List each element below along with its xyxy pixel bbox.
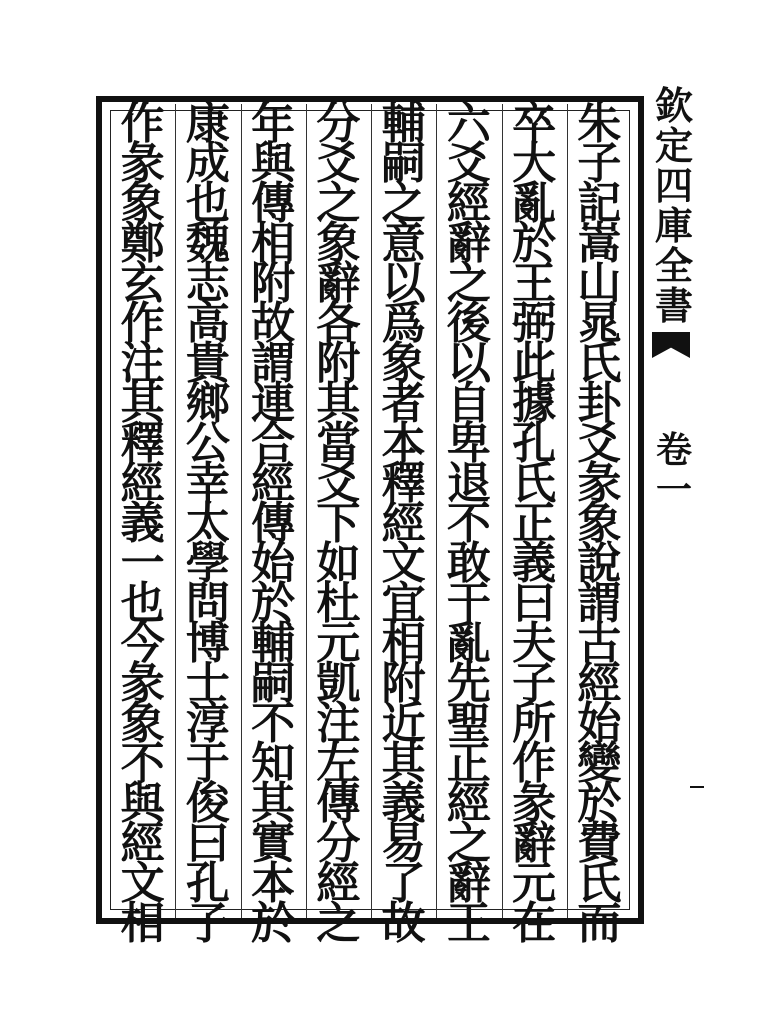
character: 知	[251, 738, 296, 789]
column-rule	[371, 104, 372, 918]
character: 弼	[512, 298, 557, 349]
character: 其	[316, 378, 361, 429]
character: 實	[251, 818, 296, 869]
character: 與	[251, 138, 296, 189]
character: 費	[577, 818, 622, 869]
column-rule	[175, 104, 176, 918]
character: 經	[381, 498, 426, 549]
character: 卒	[512, 98, 557, 149]
volume-label	[650, 430, 698, 510]
character: 附	[251, 258, 296, 309]
character: 爻	[316, 138, 361, 189]
character: 當	[316, 418, 361, 469]
character: 亂	[512, 178, 557, 229]
character: 以	[446, 338, 491, 389]
character: 左	[316, 738, 361, 789]
character: 嗣	[251, 658, 296, 709]
character: 辭	[316, 258, 361, 309]
character: 敢	[446, 538, 491, 589]
character: 年	[251, 98, 296, 149]
character: 之	[316, 178, 361, 229]
character: 始	[251, 538, 296, 589]
character: 王	[512, 258, 557, 309]
character: 不	[251, 698, 296, 749]
column-rule	[241, 104, 242, 918]
character: 相	[120, 898, 165, 949]
character: 晁	[577, 298, 622, 349]
character: 其	[120, 378, 165, 429]
character: 彖	[577, 458, 622, 509]
character: 孔	[512, 418, 557, 469]
character: 大	[512, 138, 557, 189]
character: 俊	[185, 778, 230, 829]
character: 相	[381, 618, 426, 669]
character: 本	[381, 418, 426, 469]
character: 於	[251, 898, 296, 949]
character: 義	[381, 778, 426, 829]
character: 了	[381, 858, 426, 909]
character: 嵩	[577, 218, 622, 269]
character: 也	[120, 578, 165, 629]
character: 後	[446, 298, 491, 349]
character: 各	[316, 298, 361, 349]
text-column	[505, 98, 563, 949]
character: 變	[577, 738, 622, 789]
volume-character: 一	[655, 469, 692, 511]
column-rule	[502, 104, 503, 918]
character: 於	[577, 778, 622, 829]
character: 宜	[381, 578, 426, 629]
title-character: 欽	[654, 86, 693, 128]
character: 于	[185, 738, 230, 789]
character: 不	[120, 738, 165, 789]
character: 朱	[577, 98, 622, 149]
column-rule	[567, 104, 568, 918]
character: 之	[446, 818, 491, 869]
column-rule	[306, 104, 307, 918]
character: 亂	[446, 618, 491, 669]
character: 附	[316, 338, 361, 389]
character: 貴	[185, 338, 230, 389]
character: 聖	[446, 698, 491, 749]
character: 於	[251, 578, 296, 629]
character: 經	[120, 458, 165, 509]
character: 退	[446, 458, 491, 509]
character: 氏	[512, 458, 557, 509]
character: 彖	[120, 138, 165, 189]
character: 近	[381, 698, 426, 749]
character: 成	[185, 138, 230, 189]
character: 辭	[446, 218, 491, 269]
character: 鄉	[185, 378, 230, 429]
character: 子	[185, 898, 230, 949]
character: 古	[577, 618, 622, 669]
character: 作	[120, 98, 165, 149]
character: 經	[446, 178, 491, 229]
character: 元	[512, 858, 557, 909]
character: 杜	[316, 578, 361, 629]
character: 經	[577, 658, 622, 709]
character: 爻	[316, 458, 361, 509]
character: 此	[512, 338, 557, 389]
character: 所	[512, 698, 557, 749]
character: 辭	[512, 818, 557, 869]
title-character: 書	[654, 283, 693, 326]
character: 附	[381, 658, 426, 709]
character: 康	[185, 98, 230, 149]
character: 凱	[316, 658, 361, 709]
character: 卦	[577, 378, 622, 429]
character: 經	[120, 818, 165, 869]
character: 注	[316, 698, 361, 749]
character: 本	[251, 858, 296, 909]
character: 六	[446, 98, 491, 149]
character: 象	[316, 218, 361, 269]
character: 爻	[446, 138, 491, 189]
character: 經	[316, 858, 361, 909]
character: 博	[185, 618, 230, 669]
character: 文	[120, 858, 165, 909]
character: 經	[446, 778, 491, 829]
character: 與	[120, 778, 165, 829]
character: 義	[120, 498, 165, 549]
edge-tick-mark	[690, 786, 704, 788]
character: 如	[316, 538, 361, 589]
column-rule	[436, 104, 437, 918]
character: 經	[251, 458, 296, 509]
character: 之	[381, 178, 426, 229]
character: 連	[251, 378, 296, 429]
character: 先	[446, 658, 491, 709]
character: 之	[316, 898, 361, 949]
character: 今	[120, 618, 165, 669]
character: 不	[446, 498, 491, 549]
title-character: 全	[654, 243, 693, 288]
character: 傳	[316, 778, 361, 829]
character: 氏	[577, 858, 622, 909]
character: 魏	[185, 218, 230, 269]
character: 一	[120, 538, 165, 589]
text-column	[440, 98, 498, 949]
character: 合	[251, 418, 296, 469]
character: 山	[577, 258, 622, 309]
character: 者	[381, 378, 426, 429]
text-column	[570, 98, 628, 949]
character: 夫	[512, 618, 557, 669]
character: 謂	[251, 338, 296, 389]
text-column	[375, 98, 433, 949]
character: 分	[316, 98, 361, 149]
character: 說	[577, 538, 622, 589]
title-character: 定	[654, 123, 693, 168]
character: 曰	[512, 578, 557, 629]
character: 易	[381, 818, 426, 869]
character: 釋	[381, 458, 426, 509]
character: 輔	[251, 618, 296, 669]
character: 爻	[577, 418, 622, 469]
character: 孔	[185, 858, 230, 909]
volume-character: 卷	[655, 429, 692, 471]
character: 始	[577, 698, 622, 749]
character: 象	[381, 338, 426, 389]
character: 傳	[251, 178, 296, 229]
character: 士	[185, 658, 230, 709]
character: 嗣	[381, 138, 426, 189]
character: 故	[251, 298, 296, 349]
character: 高	[185, 298, 230, 349]
character: 之	[446, 258, 491, 309]
character: 其	[381, 738, 426, 789]
character: 氏	[577, 338, 622, 389]
character: 文	[381, 538, 426, 589]
character: 輔	[381, 98, 426, 149]
character: 分	[316, 818, 361, 869]
character: 淳	[185, 698, 230, 749]
character: 注	[120, 338, 165, 389]
character: 公	[185, 418, 230, 469]
character: 據	[512, 378, 557, 429]
character: 作	[512, 738, 557, 789]
character: 而	[577, 898, 622, 949]
character: 卑	[446, 418, 491, 469]
character: 謂	[577, 578, 622, 629]
character: 象	[577, 498, 622, 549]
character: 子	[512, 658, 557, 709]
character: 相	[251, 218, 296, 269]
character: 學	[185, 538, 230, 589]
character: 玄	[120, 258, 165, 309]
character: 象	[120, 698, 165, 749]
character: 王	[446, 898, 491, 949]
character: 意	[381, 218, 426, 269]
character: 自	[446, 378, 491, 429]
text-column	[179, 98, 237, 949]
character: 正	[512, 498, 557, 549]
character: 其	[251, 778, 296, 829]
character: 記	[577, 178, 622, 229]
character: 也	[185, 178, 230, 229]
character: 以	[381, 258, 426, 309]
character: 傳	[251, 498, 296, 549]
book-title	[648, 86, 700, 326]
character: 象	[120, 178, 165, 229]
character: 幸	[185, 458, 230, 509]
character: 問	[185, 578, 230, 629]
character: 正	[446, 738, 491, 789]
character: 太	[185, 498, 230, 549]
character: 辭	[446, 858, 491, 909]
character: 曰	[185, 818, 230, 869]
character: 干	[446, 578, 491, 629]
character: 義	[512, 538, 557, 589]
character: 爲	[381, 298, 426, 349]
text-column	[114, 98, 172, 949]
fish-tail-mark	[652, 332, 690, 358]
character: 元	[316, 618, 361, 669]
character: 子	[577, 138, 622, 189]
character: 彖	[120, 658, 165, 709]
character: 於	[512, 218, 557, 269]
character: 作	[120, 298, 165, 349]
title-character: 庫	[654, 203, 693, 248]
character: 在	[512, 898, 557, 949]
character: 下	[316, 498, 361, 549]
title-character: 四	[654, 163, 693, 208]
character: 釋	[120, 418, 165, 469]
character: 志	[185, 258, 230, 309]
character: 鄭	[120, 218, 165, 269]
character: 彖	[512, 778, 557, 829]
text-column	[244, 98, 302, 949]
text-column	[309, 98, 367, 949]
character: 故	[381, 898, 426, 949]
